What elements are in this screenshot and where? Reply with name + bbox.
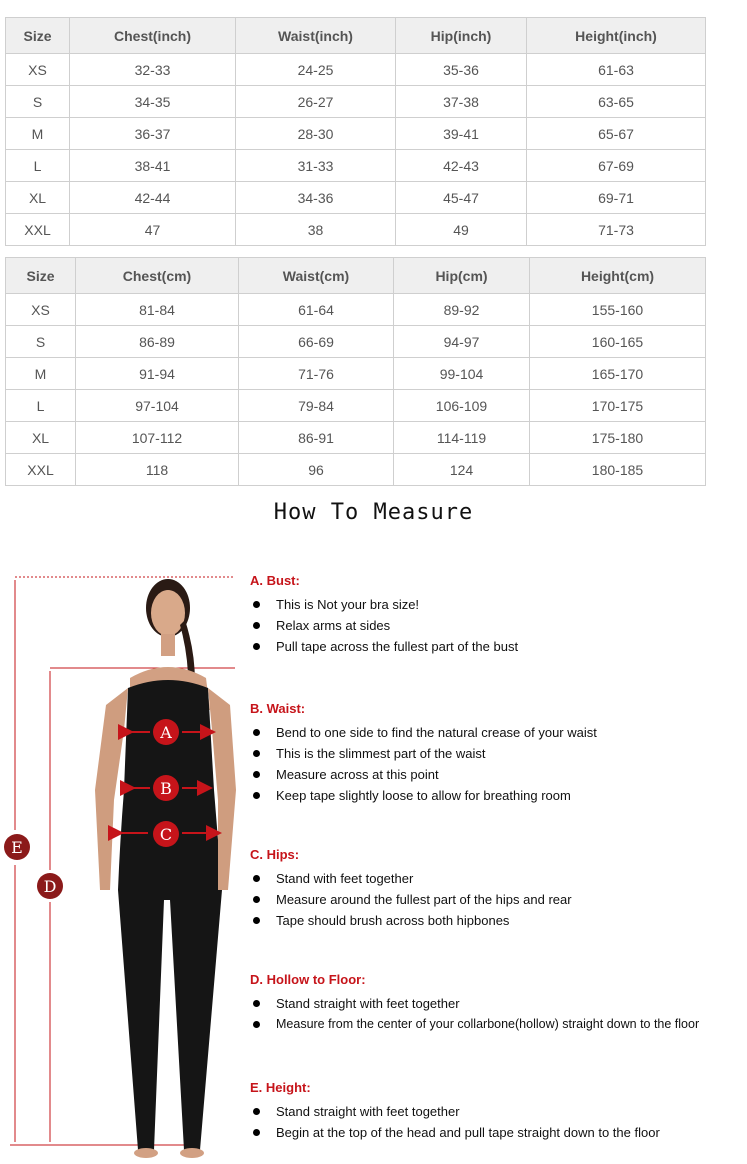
cell: 45-47 bbox=[396, 182, 527, 214]
header-hip: Hip(cm) bbox=[394, 258, 530, 294]
list-item: Tape should brush across both hipbones bbox=[250, 910, 747, 931]
header-size: Size bbox=[6, 18, 70, 54]
section-waist bbox=[250, 700, 747, 806]
how-to-measure-title: How To Measure bbox=[273, 500, 474, 525]
cell: 69-71 bbox=[527, 182, 706, 214]
header-hip: Hip(inch) bbox=[396, 18, 527, 54]
cell: 170-175 bbox=[530, 390, 706, 422]
marker-b bbox=[153, 775, 179, 801]
cell: 37-38 bbox=[396, 86, 527, 118]
bullet-icon bbox=[253, 1021, 260, 1028]
list-item: Bend to one side to find the natural crease of your waist bbox=[250, 722, 747, 743]
marker-c bbox=[153, 821, 179, 847]
cell: 63-65 bbox=[527, 86, 706, 118]
cell: 49 bbox=[396, 214, 527, 246]
bullet-icon bbox=[253, 1108, 260, 1115]
cell: 165-170 bbox=[530, 358, 706, 390]
cell: 31-33 bbox=[236, 150, 396, 182]
table-row bbox=[6, 358, 706, 390]
cell: 24-25 bbox=[236, 54, 396, 86]
cell: 38-41 bbox=[70, 150, 236, 182]
svg-text:B: B bbox=[160, 779, 172, 798]
bullet-icon bbox=[253, 771, 260, 778]
cell: 42-43 bbox=[396, 150, 527, 182]
cell: 124 bbox=[394, 454, 530, 486]
cell: 67-69 bbox=[527, 150, 706, 182]
size-table-cm bbox=[5, 257, 706, 486]
bullet-icon bbox=[253, 729, 260, 736]
bullet-icon bbox=[253, 875, 260, 882]
table-row bbox=[6, 326, 706, 358]
cell: 26-27 bbox=[236, 86, 396, 118]
cell: 94-97 bbox=[394, 326, 530, 358]
cell: 91-94 bbox=[76, 358, 239, 390]
section-heading: A. Bust: bbox=[250, 573, 300, 588]
cell: 32-33 bbox=[70, 54, 236, 86]
bullet-icon bbox=[253, 750, 260, 757]
list-item: Stand straight with feet together bbox=[250, 993, 747, 1014]
bullet-icon bbox=[253, 896, 260, 903]
list-item: Begin at the top of the head and pull tape straight down to the floor bbox=[250, 1122, 747, 1143]
header-size: Size bbox=[6, 258, 76, 294]
cell: M bbox=[6, 118, 70, 150]
cell: 39-41 bbox=[396, 118, 527, 150]
cell: 34-35 bbox=[70, 86, 236, 118]
table-row bbox=[6, 390, 706, 422]
cell: 118 bbox=[76, 454, 239, 486]
marker-e bbox=[4, 834, 30, 860]
svg-text:A: A bbox=[160, 723, 172, 742]
svg-text:D: D bbox=[43, 877, 57, 896]
table-row bbox=[6, 454, 706, 486]
cell: 65-67 bbox=[527, 118, 706, 150]
model-silhouette bbox=[95, 579, 236, 1158]
table-header-row bbox=[6, 258, 706, 294]
cell: 71-76 bbox=[239, 358, 394, 390]
section-height bbox=[250, 1079, 747, 1143]
cell: 42-44 bbox=[70, 182, 236, 214]
cell: 34-36 bbox=[236, 182, 396, 214]
section-heading: E. Height: bbox=[250, 1080, 311, 1095]
list-item: Measure across at this point bbox=[250, 764, 747, 785]
list-item: Relax arms at sides bbox=[250, 615, 747, 636]
cell: 38 bbox=[236, 214, 396, 246]
bullet-icon bbox=[253, 643, 260, 650]
section-heading: D. Hollow to Floor: bbox=[250, 972, 366, 987]
cell: 99-104 bbox=[394, 358, 530, 390]
cell: 114-119 bbox=[394, 422, 530, 454]
list-item: Stand with feet together bbox=[250, 868, 747, 889]
section-heading: C. Hips: bbox=[250, 847, 300, 862]
bullet-icon bbox=[253, 601, 260, 608]
cell: XS bbox=[6, 54, 70, 86]
section-heading: B. Waist: bbox=[250, 701, 306, 716]
bullet-icon bbox=[253, 1000, 260, 1007]
cell: 47 bbox=[70, 214, 236, 246]
cell: 107-112 bbox=[76, 422, 239, 454]
cell: L bbox=[6, 390, 76, 422]
svg-text:E: E bbox=[11, 838, 23, 857]
cell: 71-73 bbox=[527, 214, 706, 246]
list-item: This is the slimmest part of the waist bbox=[250, 743, 747, 764]
table-row bbox=[6, 214, 706, 246]
header-height: Height(cm) bbox=[530, 258, 706, 294]
table-row bbox=[6, 422, 706, 454]
cell: 79-84 bbox=[239, 390, 394, 422]
bullet-icon bbox=[253, 917, 260, 924]
cell: 86-89 bbox=[76, 326, 239, 358]
cell: 180-185 bbox=[530, 454, 706, 486]
header-chest: Chest(inch) bbox=[70, 18, 236, 54]
svg-text:C: C bbox=[159, 825, 173, 844]
list-item: Stand straight with feet together bbox=[250, 1101, 747, 1122]
section-hips bbox=[250, 846, 747, 931]
cell: 61-64 bbox=[239, 294, 394, 326]
header-waist: Waist(cm) bbox=[239, 258, 394, 294]
size-table-inch bbox=[5, 17, 706, 246]
cell: S bbox=[6, 326, 76, 358]
list-item: Measure from the center of your collarbone(hollow) straight down to the floor bbox=[250, 1014, 747, 1035]
cell: 175-180 bbox=[530, 422, 706, 454]
bullet-icon bbox=[253, 1129, 260, 1136]
cell: 89-92 bbox=[394, 294, 530, 326]
cell: 97-104 bbox=[76, 390, 239, 422]
cell: 106-109 bbox=[394, 390, 530, 422]
cell: 28-30 bbox=[236, 118, 396, 150]
header-waist: Waist(inch) bbox=[236, 18, 396, 54]
cell: 160-165 bbox=[530, 326, 706, 358]
list-item: Keep tape slightly loose to allow for breathing room bbox=[250, 785, 747, 806]
list-item: Pull tape across the fullest part of the bust bbox=[250, 636, 747, 657]
table-row bbox=[6, 150, 706, 182]
cell: 96 bbox=[239, 454, 394, 486]
marker-a bbox=[153, 719, 179, 745]
bullet-icon bbox=[253, 622, 260, 629]
table-row bbox=[6, 118, 706, 150]
section-hollow-to-floor bbox=[250, 971, 747, 1035]
table-row bbox=[6, 86, 706, 118]
cell: XS bbox=[6, 294, 76, 326]
measurement-figure bbox=[0, 560, 250, 1164]
cell: XL bbox=[6, 422, 76, 454]
list-item: This is Not your bra size! bbox=[250, 594, 747, 615]
cell: 86-91 bbox=[239, 422, 394, 454]
cell: XL bbox=[6, 182, 70, 214]
bullet-icon bbox=[253, 792, 260, 799]
cell: 61-63 bbox=[527, 54, 706, 86]
table-row bbox=[6, 54, 706, 86]
cell: L bbox=[6, 150, 70, 182]
cell: 155-160 bbox=[530, 294, 706, 326]
cell: M bbox=[6, 358, 76, 390]
cell: 36-37 bbox=[70, 118, 236, 150]
marker-d bbox=[37, 873, 63, 899]
header-chest: Chest(cm) bbox=[76, 258, 239, 294]
cell: S bbox=[6, 86, 70, 118]
cell: XXL bbox=[6, 214, 70, 246]
cell: 35-36 bbox=[396, 54, 527, 86]
header-height: Height(inch) bbox=[527, 18, 706, 54]
cell: 81-84 bbox=[76, 294, 239, 326]
cell: 66-69 bbox=[239, 326, 394, 358]
list-item: Measure around the fullest part of the hips and rear bbox=[250, 889, 747, 910]
table-row bbox=[6, 294, 706, 326]
table-header-row bbox=[6, 18, 706, 54]
table-row bbox=[6, 182, 706, 214]
cell: XXL bbox=[6, 454, 76, 486]
section-bust bbox=[250, 572, 747, 657]
